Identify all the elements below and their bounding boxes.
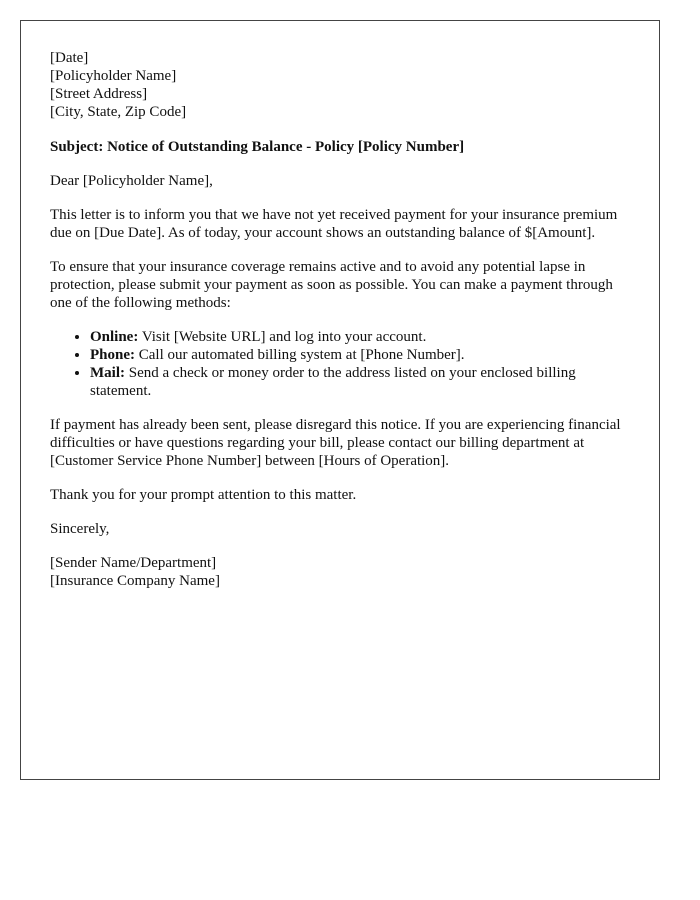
address-block — [50, 49, 630, 121]
recipient-street: [Street Address] — [50, 86, 148, 102]
salutation: Dear [Policyholder Name], — [50, 173, 213, 189]
payment-method-label: Mail: — [90, 365, 125, 381]
recipient-city-state-zip: [City, State, Zip Code] — [50, 104, 187, 120]
letter-date: [Date] — [50, 50, 89, 66]
letter-container — [20, 20, 660, 780]
payment-method-text: Call our automated billing system at [Phone Number]. — [135, 347, 465, 363]
body-paragraph-2: To ensure that your insurance coverage remains active and to avoid any potential lapse in protection, please submit your payment as soon as possible. You can make a payment through one of the following methods: — [50, 259, 613, 311]
sender-name: [Sender Name/Department] — [50, 555, 217, 571]
body-paragraph-1: This letter is to inform you that we have not yet received payment for your insurance premium due on [Due Date]. As of today, your account shows an outstanding balance of $[Amount]. — [50, 207, 618, 241]
closing-line: Sincerely, — [50, 521, 110, 537]
payment-method-mail — [90, 364, 630, 400]
subject-line: Subject: Notice of Outstanding Balance - Policy [Policy Number] — [50, 139, 465, 155]
company-name: [Insurance Company Name] — [50, 573, 220, 589]
payment-method-online — [90, 328, 630, 346]
letter-content — [50, 49, 630, 590]
payment-method-label: Online: — [90, 329, 139, 345]
body-paragraph-3: If payment has already been sent, please disregard this notice. If you are experiencing financial difficulties or have questions regarding your bill, please contact our billing department at [Customer Service Phone Number] between [Hours of Operation]. — [50, 417, 621, 469]
payment-method-phone — [90, 346, 630, 364]
payment-method-label: Phone: — [90, 347, 135, 363]
recipient-name: [Policyholder Name] — [50, 68, 177, 84]
payment-method-text: Visit [Website URL] and log into your account. — [138, 329, 427, 345]
thank-you-line: Thank you for your prompt attention to this matter. — [50, 487, 357, 503]
signature-block — [50, 554, 630, 590]
payment-methods-list — [50, 328, 630, 400]
payment-method-text: Send a check or money order to the address listed on your enclosed billing statement. — [90, 365, 576, 399]
